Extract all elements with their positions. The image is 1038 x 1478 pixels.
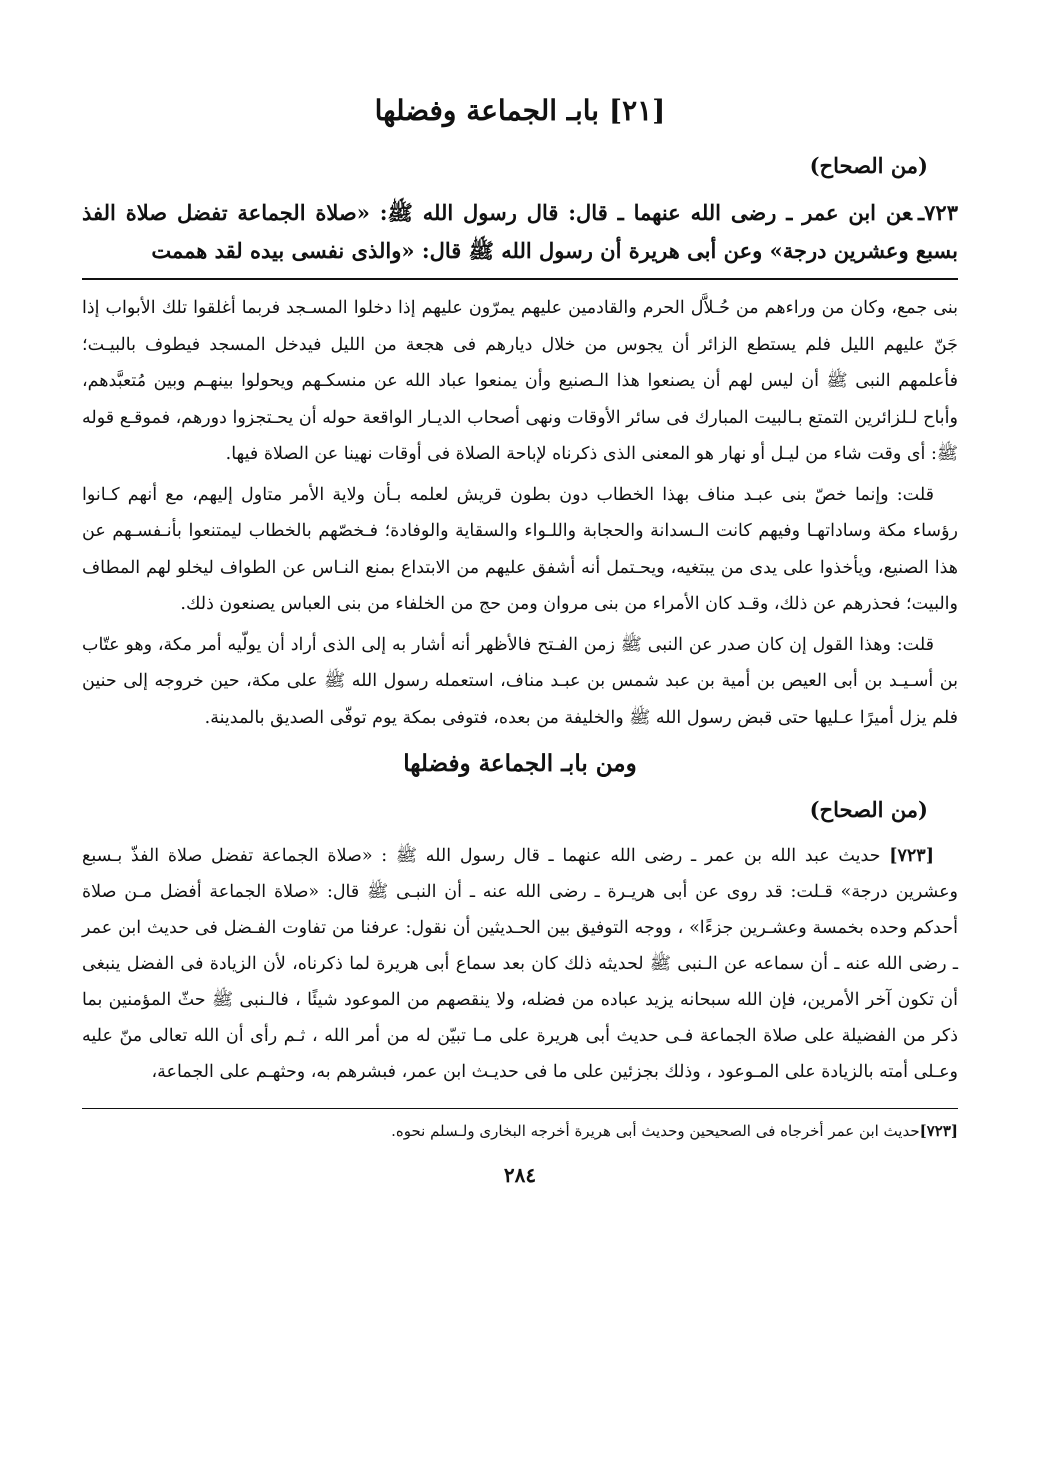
commentary-paragraph: قلت: وهذا القول إن كان صدر عن النبى ﷺ زمن الفـتح فالأظهر أنه أشار به إلى الذى أراد أن يولّيه أمر مكة، وهو عتّاب بن أسـيـد بن أبى العيص بن أمية بن عبد شمس بن عبـد مناف، استعمله رسول الله ﷺ على مكة، حين خروجه إلى حنين فلم يزل أميرًا عـليها حتى قبض رسول الله ﷺ والخليفة من بعده، فتوفى بمكة يوم توفّى الصديق بالمدينة. [82, 634, 958, 728]
section-label-sahih-2: (من الصحاح) [809, 797, 928, 822]
commentary-paragraph: بنى جمع، وكان من وراءهم من حُـلاَّل الحرم والقادمين عليهم يمرّون عليهم إذا دخلوا المسـجد فربما أغلقوا تلك الأبواب إذا جَنّ عليهم الليل فلم يستطع الزائر أن يجوس من خلال ديارهم فى هجعة من الليل فيدخل المسجد فيطوف بالبيـت؛ فأعلمهم النبى ﷺ أن ليس لهم أن يصنعوا هذا الـصنيع وأن يمنعوا عباد الله عن منسكـهم ويحولوا بينهـم وبين مُتعبَّدهم، وأباح لـلزائرين التمتع بـالبيت المبارك فى سائر الأوقات ونهى أصحاب الديـار الواقعة حوله أن يحـتجزوا دورهم، فموقـع قوله ﷺ: أى وقت شاء من ليـل أو نهار هو المعنى الذى ذكرناه لإباحة الصلاة فى أوقات نهينا عن الصلاة فيها. [82, 298, 958, 464]
section-body [82, 838, 958, 1090]
hadith-divider [82, 278, 958, 280]
section-body-text: حديث عبد الله بن عمر ـ رضى الله عنهما ـ قال رسول الله ﷺ : «صلاة الجماعة تفضل صلاة الفذّ بـسبع وعشرين درجة» قـلت: قد روى عن أبى هريـرة ـ رضى الله عنه ـ أن النبـى ﷺ قال: «صلاة الجماعة أفضل مـن صلاة أحدكم وحده بخمسة وعشـرين جزءًا» ، ووجه التوفيق بين الحـديثين أن نقول: عرفنا من تفاوت الفـضل فى حديث ابن عمر ـ رضى الله عنه ـ أن سماعه عن الـنبى ﷺ لحديثه ذلك كان بعد سماع أبى هريرة لما ذكرناه، لأن الزيادة فى الفضل ينبغى أن تكون آخر الأمرين، فإن الله سبحانه يزيد عباده من فضله، ولا ينقصهم من الموعود شيئًا ، فالـنبى ﷺ حثّ المؤمنين بما ذكر من الفضيلة على صلاة الجماعة فـى حديث أبى هريرة على مـا تبيّن له من أمر الله ، ثـم رأى أن الله تعالى منّ عليه وعـلى أمته بالزيادة على المـوعود ، وذلك بجزئين على ما فى حديـث ابن عمر، فبشرهم به، وحثهـم على الجماعة، [82, 846, 958, 1082]
footnote-divider [82, 1108, 958, 1109]
section-title: ومن بابـ الجماعة وفضلها [403, 750, 637, 777]
footnote-text: حديث ابن عمر أخرجاه فى الصحيحين وحديث أبى هريرة أخرجه البخارى ولـسلم نحوه. [391, 1122, 920, 1140]
footnote-ref: [٧٢٣] [919, 1122, 958, 1140]
page-number: ٢٨٤ [503, 1163, 537, 1187]
hadith-number: ٧٢٣ـ [918, 200, 958, 225]
commentary-paragraph: قلت: وإنما خصّ بنى عبـد مناف بهذا الخطاب دون بطون قريش لعلمه بـأن ولاية الأمر متاول إليهم، مع أنهم كـانوا رؤساء مكة وساداتهـا وفيهم كانت الـسدانة والحجابة واللـواء والسقاية والوفادة؛ فـخصّهم بالخطاب ليمتنعوا بأنـفسـهم عن هذا الصنيع، ويأخذوا على يدى من يبتغيه، ويحـتمل أنه أشفق عليهم من الابتداع بمنع النـاس عن الطواف ليخلو لهم المطاف والبيت؛ فحذرهم عن ذلك، وقـد كان الأمراء من بنى مروان ومن حج من الخلفاء من بنى العباس يصنعون ذلك. [82, 484, 958, 614]
chapter-title: [٢١] بابـ الجماعة وفضلها [374, 94, 666, 127]
hadith-text [82, 194, 958, 270]
section-label-sahih: (من الصحاح) [809, 153, 928, 178]
hadith-body: عن ابن عمر ـ رضى الله عنهما ـ قال: قال رسول الله ﷺ: «صلاة الجماعة تفضل صلاة الفذ بسبع وعشرين درجة» وعن أبى هريرة أن رسول الله ﷺ قال: «والذى نفسى بيده لقد هممت [82, 200, 958, 263]
footnote [82, 1119, 958, 1143]
section-ref: [٧٢٣] [889, 846, 934, 866]
